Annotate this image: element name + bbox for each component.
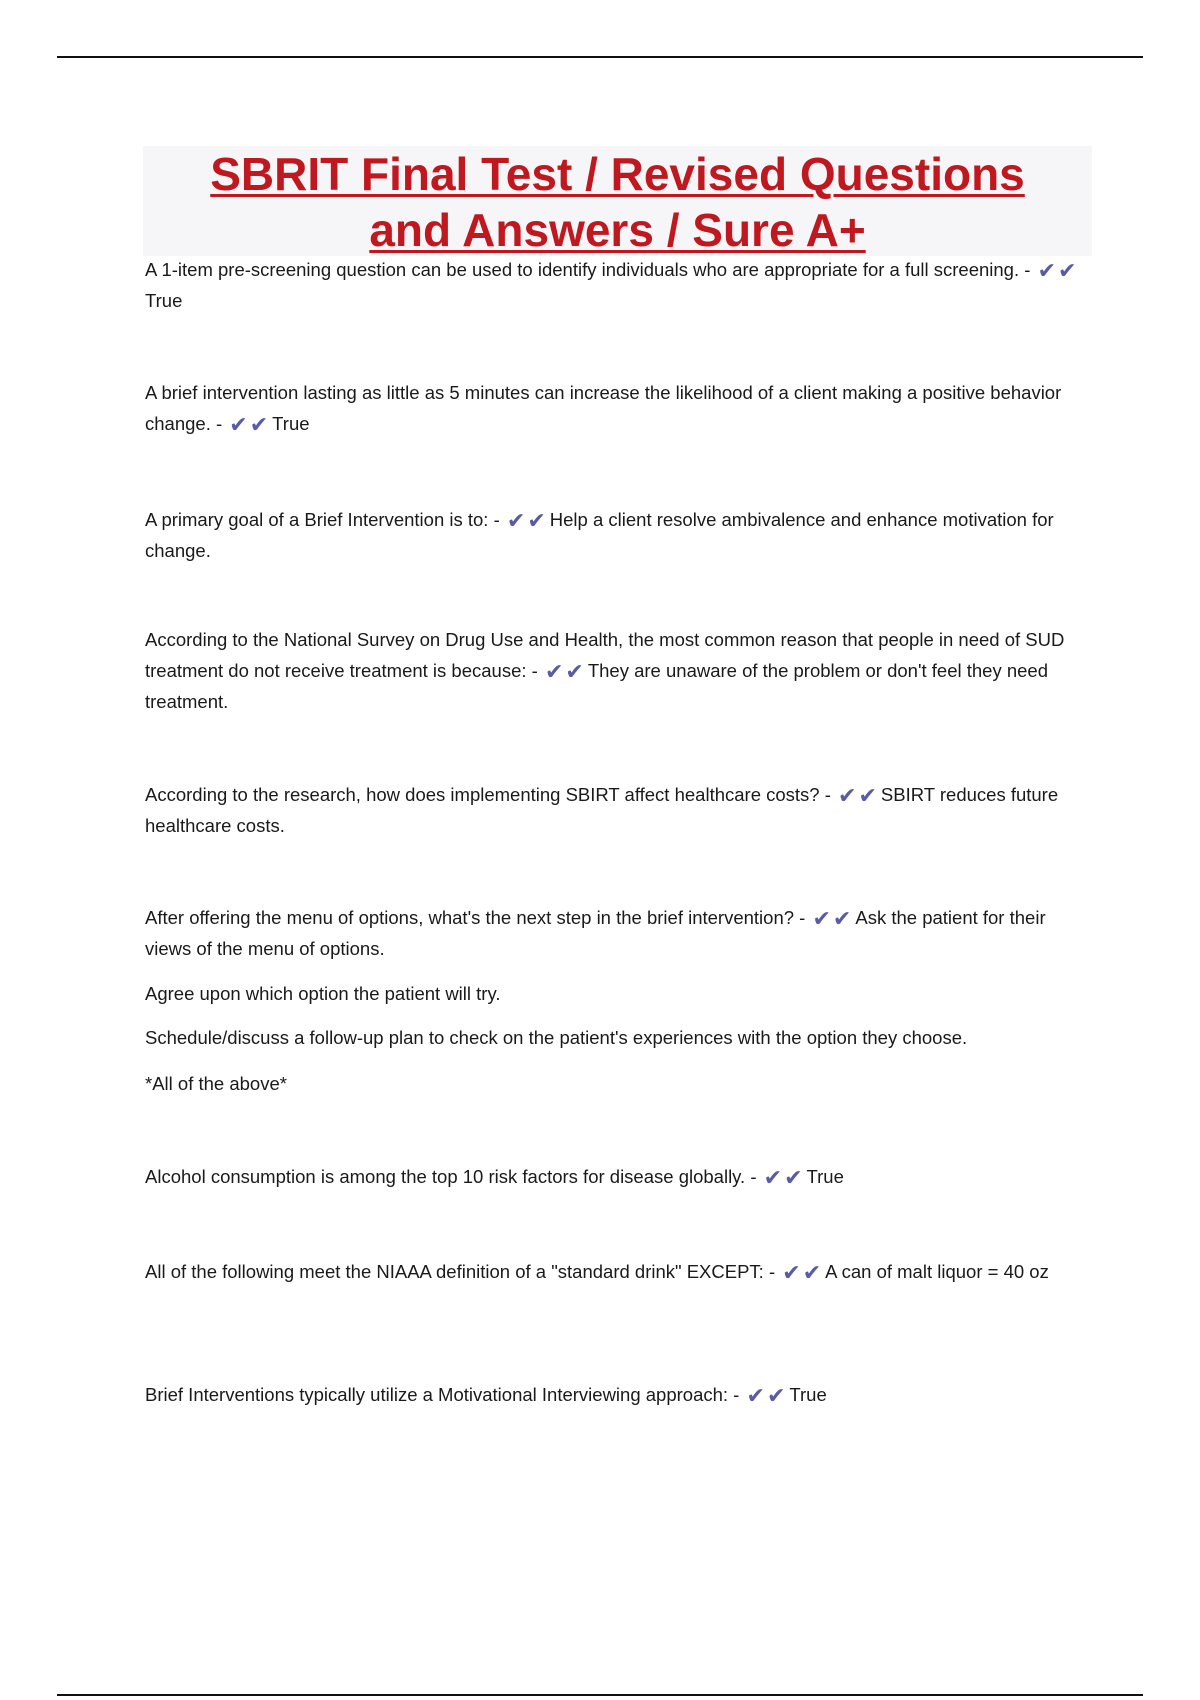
double-check-icon: ✔✔ bbox=[746, 1383, 788, 1408]
answer-text: True bbox=[272, 413, 310, 434]
separator: - bbox=[210, 413, 228, 434]
separator: - bbox=[819, 784, 837, 805]
qa-item-6 bbox=[145, 902, 1095, 964]
answer-text: True bbox=[789, 1384, 827, 1405]
question-text: A primary goal of a Brief Intervention is to: bbox=[145, 509, 489, 530]
question-text: All of the following meet the NIAAA definition of a "standard drink" EXCEPT: bbox=[145, 1261, 764, 1282]
double-check-icon: ✔✔ bbox=[812, 906, 854, 931]
double-check-icon: ✔✔ bbox=[544, 659, 586, 684]
answer-extra-line-1: Agree upon which option the patient will try. bbox=[145, 983, 501, 1004]
question-text: A 1-item pre-screening question can be used to identify individuals who are appropriate for a full screening. bbox=[145, 259, 1020, 280]
qa-item-4 bbox=[145, 624, 1095, 717]
double-check-icon: ✔✔ bbox=[506, 508, 548, 533]
title-line-2: and Answers / Sure A+ bbox=[369, 204, 866, 256]
separator: - bbox=[794, 907, 811, 928]
qa-item-7 bbox=[145, 1161, 1095, 1192]
question-text: According to the National Survey on Drug Use and Health, the most common reason that people in need of SUD treatment do not receive treatment is because: bbox=[145, 629, 1065, 681]
double-check-icon: ✔✔ bbox=[838, 783, 879, 808]
answer-text: True bbox=[806, 1166, 844, 1187]
question-text: Brief Interventions typically utilize a Motivational Interviewing approach: bbox=[145, 1384, 729, 1405]
answer-extra-line-2: Schedule/discuss a follow-up plan to check on the patient's experiences with the option they choose. bbox=[145, 1027, 968, 1048]
qa-item-1 bbox=[145, 254, 1095, 316]
question-text: Alcohol consumption is among the top 10 risk factors for disease globally. bbox=[145, 1166, 746, 1187]
double-check-icon: ✔✔ bbox=[229, 412, 271, 437]
qa-item-9 bbox=[145, 1379, 1095, 1410]
answer-text: Ask the patient for their views of the menu of options. bbox=[145, 907, 1046, 959]
qa-item-5 bbox=[145, 779, 1095, 841]
separator: - bbox=[488, 509, 505, 530]
answer-text: SBIRT reduces future healthcare costs. bbox=[145, 784, 1059, 836]
document-title bbox=[143, 146, 1092, 258]
separator: - bbox=[1019, 259, 1036, 280]
double-check-icon: ✔✔ bbox=[763, 1165, 805, 1190]
answer-text: True bbox=[145, 290, 183, 311]
double-check-icon: ✔✔ bbox=[1037, 258, 1079, 283]
separator: - bbox=[728, 1384, 745, 1405]
footer-rule bbox=[57, 1694, 1143, 1696]
question-text: A brief intervention lasting as little as 5 minutes can increase the likelihood of a client making a positive behavior change. bbox=[145, 382, 1062, 434]
answer-text: A can of malt liquor = 40 oz bbox=[825, 1261, 1049, 1282]
qa-item-2 bbox=[145, 377, 1095, 439]
question-text: According to the research, how does implementing SBIRT affect healthcare costs? bbox=[145, 784, 820, 805]
title-line-1: SBRIT Final Test / Revised Questions bbox=[210, 148, 1025, 200]
qa-item-3 bbox=[145, 504, 1095, 566]
double-check-icon: ✔✔ bbox=[782, 1260, 824, 1285]
header-rule bbox=[57, 56, 1143, 58]
separator: - bbox=[745, 1166, 762, 1187]
separator: - bbox=[763, 1261, 781, 1282]
separator: - bbox=[526, 660, 543, 681]
answer-text: Help a client resolve ambivalence and enhance motivation for change. bbox=[145, 509, 1054, 561]
answer-extra-line-3: *All of the above* bbox=[145, 1073, 287, 1094]
question-text: After offering the menu of options, what's the next step in the brief intervention? bbox=[145, 907, 795, 928]
answer-text: They are unaware of the problem or don't feel they need treatment. bbox=[145, 660, 1048, 712]
qa-item-8 bbox=[145, 1256, 1095, 1287]
